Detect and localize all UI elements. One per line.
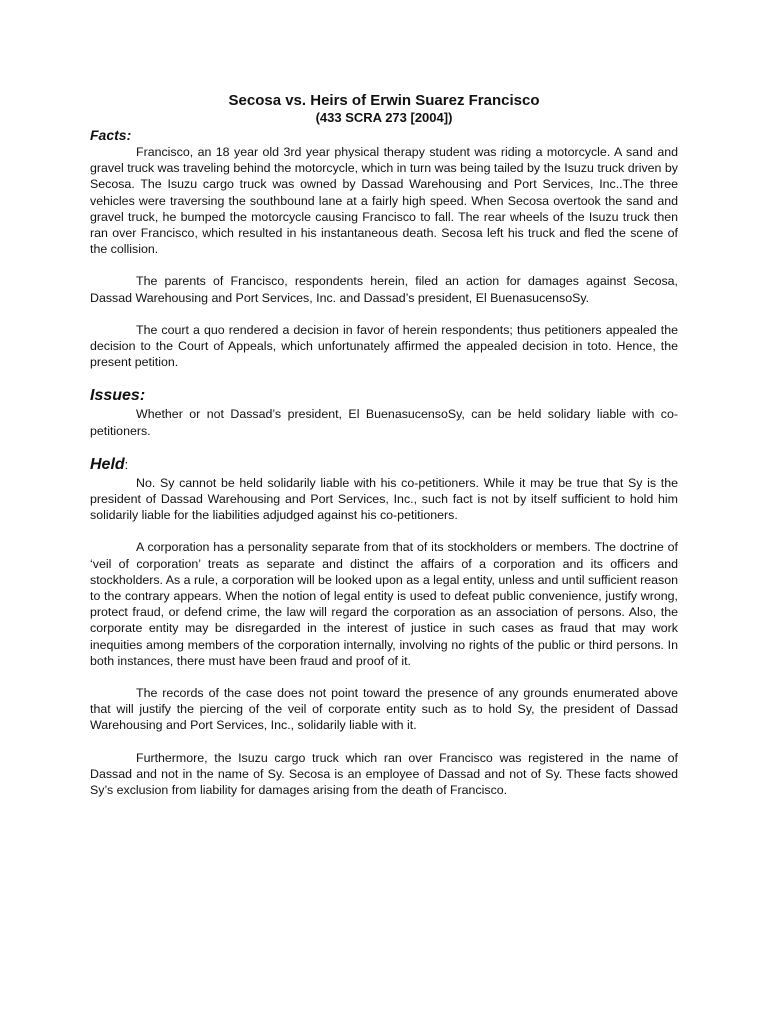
issues-heading: Issues: [90, 387, 146, 405]
held-heading-colon: : [124, 456, 129, 472]
held-paragraph: A corporation has a personality separate from that of its stockholders or members. The doctrine of ‘veil of corporation’ treats as separate and distinct the affairs of a corporation and its officers and stockholders. As a rule, a corporation will be looked upon as a legal entity, unless and until sufficient reason to the contrary appears. When the notion of legal entity is used to defeat public convenience, justify wrong, protect fraud, or defend crime, the law will regard the corporation as an association of persons. Also, the corporate entity may be disregarded in the interest of justice in such cases as fraud that may work inequities among members of the corporation internally, involving no rights of the public or third persons. In both instances, there must have been fraud and proof of it. [90, 540, 678, 668]
document-body [90, 92, 678, 798]
facts-heading: Facts: [90, 127, 132, 143]
issues-paragraph: Whether or not Dassad’s president, El BuenasucensoSy, can be held solidary liable with co-petitioners. [90, 407, 678, 438]
held-paragraph: The records of the case does not point toward the presence of any grounds enumerated above that will justify the piercing of the veil of corporate entity such as to hold Sy, the president of Dassad Warehousing and Port Services, Inc., solidarily liable with it. [90, 686, 678, 733]
case-citation: (433 SCRA 273 [2004]) [315, 110, 453, 125]
facts-paragraph: Francisco, an 18 year old 3rd year physical therapy student was riding a motorcycle. A sand and gravel truck was traveling behind the motorcycle, which in turn was being tailed by the Isuzu truck driven by Secosa. The Isuzu cargo truck was owned by Dassad Warehousing and Port Services, Inc..The three vehicles were traversing the southbound lane at a fairly high speed. When Secosa overtook the sand and gravel truck, he bumped the motorcycle causing Francisco to fall. The rear wheels of the Isuzu truck then ran over Francisco, which resulted in his instantaneous death. Secosa left his truck and fled the scene of the collision. [90, 145, 678, 257]
facts-paragraph: The parents of Francisco, respondents herein, filed an action for damages against Secosa, Dassad Warehousing and Port Services, Inc. and Dassad’s president, El BuenasucensoSy. [90, 274, 678, 305]
held-paragraph: No. Sy cannot be held solidarily liable with his co-petitioners. While it may be true that Sy is the president of Dassad Warehousing and Port Services, Inc., such fact is not by itself sufficient to hold him solidarily liable for the liabilities adjudged against his co-petitioners. [90, 475, 678, 523]
document-title: Secosa vs. Heirs of Erwin Suarez Francisco [228, 92, 540, 109]
held-heading [90, 455, 678, 475]
held-heading-text: Held [90, 455, 125, 473]
held-paragraph: Furthermore, the Isuzu cargo truck which ran over Francisco was registered in the name of Dassad and not in the name of Sy. Secosa is an employee of Dassad and not of Sy. These facts showed Sy’s exclusion from liability for damages arising from the death of Francisco. [90, 750, 678, 798]
facts-paragraph: The court a quo rendered a decision in favor of herein respondents; thus petitioners appealed the decision to the Court of Appeals, which unfortunately affirmed the appealed decision in toto. Hence, the present petition. [90, 322, 678, 370]
